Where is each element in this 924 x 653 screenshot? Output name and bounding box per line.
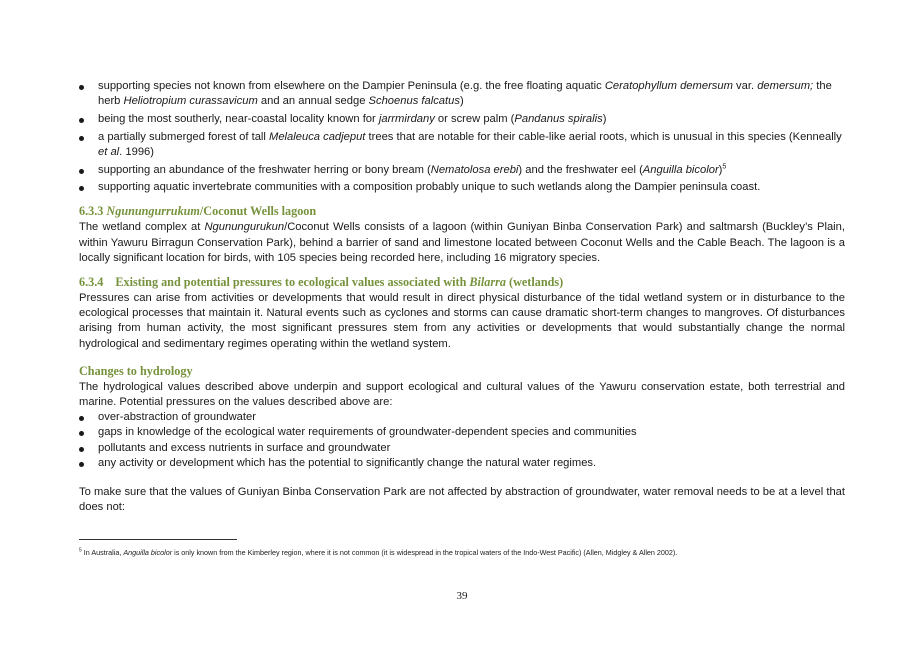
bullet-icon xyxy=(79,169,84,174)
list-item xyxy=(79,79,845,109)
bullet-icon xyxy=(79,447,84,452)
text-run: gaps in knowledge of the ecological water requirements of groundwater-dependent species and communities xyxy=(98,426,637,439)
hydrology-closing: To make sure that the values of Guniyan Binba Conservation Park are not affected by abstraction of groundwater, water removal needs to be at a level that does not: xyxy=(79,486,845,514)
text-run: supporting aquatic invertebrate communities with a composition probably unique to such wetlands along the Dampier peninsula coast. xyxy=(98,181,761,194)
pressures-bullet-list xyxy=(79,410,845,471)
species-name: Schoenus falcatus xyxy=(368,95,460,108)
footnote-divider xyxy=(79,539,237,540)
footnote xyxy=(79,548,859,558)
list-item xyxy=(79,130,845,160)
text-run: ) and the freshwater eel ( xyxy=(518,163,643,176)
bullet-icon xyxy=(79,85,84,90)
text-run: var. xyxy=(732,80,758,92)
list-item xyxy=(79,410,845,425)
list-item xyxy=(79,425,845,440)
species-name: Pandanus spiralis xyxy=(514,112,603,125)
section-heading-6-3-4 xyxy=(79,275,845,290)
list-item xyxy=(79,163,845,178)
heading-number: 6.3.4 xyxy=(79,275,104,290)
text-run: . 1996) xyxy=(119,145,154,158)
bullet-icon xyxy=(79,118,84,123)
footnote-marker: 5 xyxy=(79,547,82,554)
heading-local-name: Ngunungurrukum xyxy=(106,204,200,219)
list-item xyxy=(79,112,845,127)
page-number: 39 xyxy=(456,590,468,602)
heading-text: Existing and potential pressures to ecological values associated with xyxy=(115,275,470,290)
bullet-icon xyxy=(79,462,84,467)
citation-etal: et al xyxy=(98,145,120,158)
text-run: or screw palm ( xyxy=(434,112,515,125)
species-name: Heliotropium curassavicum xyxy=(123,95,258,108)
text-run: and an annual sedge xyxy=(257,95,369,108)
section-heading-6-3-3 xyxy=(79,204,845,219)
bullet-icon xyxy=(79,136,84,141)
hydrology-heading: Changes to hydrology xyxy=(79,363,193,378)
text-run: is only known from the Kimberley region, where it is not common (it is widespread in the tropical waters of the Indo-West Pacific) (Allen, Midgley & Allen 2002). xyxy=(172,548,678,557)
heading-text: 6.3.3 xyxy=(79,204,107,219)
text-run: a partially submerged forest of tall xyxy=(98,130,270,143)
text-run: The wetland complex at xyxy=(79,221,205,234)
hydrology-intro: The hydrological values described above underpin and support ecological and cultural values of the Yawuru conservation estate, both terrestrial and marine. Potential pressures on the values described above are: xyxy=(79,380,845,409)
values-bullet-list xyxy=(79,79,845,195)
text-run: In Australia, xyxy=(81,548,124,557)
bullet-icon xyxy=(79,416,84,421)
text-run: /Coconut Wells consists of a lagoon (within Guniyan Binba Conservation Park) and saltmarsh (Buckley’s Plain, within Yawuru Birragun Conservation Park), behind a barrier of sand and limestone located between Coconut Wells and the Cable Beach. The lagoon is a locally significant location for birds, with 105 species being recorded here, including 16 migratory species. xyxy=(79,221,845,264)
species-name: Melaleuca cadjeput xyxy=(269,130,366,143)
local-name: jarrmirdany xyxy=(378,112,435,125)
text-run: trees that are notable for their cable-like aerial roots, which is unusual in this species (Kenneally xyxy=(365,130,842,143)
species-name: Anguilla bicolor xyxy=(123,548,173,557)
text-run: the herb xyxy=(98,80,832,108)
text-run: ) xyxy=(459,95,464,108)
species-name: Nematolosa erebi xyxy=(430,163,519,176)
bullet-icon xyxy=(79,431,84,436)
species-name: Ceratophyllum demersum xyxy=(604,80,733,92)
heading-local-name: Bilarra xyxy=(469,275,506,290)
text-run: over-abstraction of groundwater xyxy=(98,411,256,424)
bullet-icon xyxy=(79,186,84,191)
text-run: supporting an abundance of the freshwater herring or bony bream ( xyxy=(98,163,431,176)
text-run: ) xyxy=(602,112,607,125)
heading-text: (wetlands) xyxy=(505,275,564,290)
section-6-3-3-body xyxy=(79,220,845,266)
text-run: pollutants and excess nutrients in surface and groundwater xyxy=(98,441,391,454)
text-run: any activity or development which has the potential to significantly change the natural water regimes. xyxy=(98,456,597,469)
text-run: ) xyxy=(718,163,723,176)
text-run: supporting species not known from elsewhere on the Dampier Peninsula (e.g. the free floating aquatic xyxy=(98,80,605,92)
list-item xyxy=(79,456,845,471)
species-name: demersum; xyxy=(757,80,814,92)
list-item xyxy=(79,180,845,195)
footnote-reference[interactable]: 5 xyxy=(722,162,727,170)
text-run: being the most southerly, near-coastal locality known for xyxy=(98,112,379,125)
local-name: Ngunungurukun xyxy=(204,221,285,234)
heading-text: /Coconut Wells lagoon xyxy=(199,204,317,219)
page-content xyxy=(79,79,845,515)
section-6-3-4-body: Pressures can arise from activities or developments that would result in direct physical disturbance of the tidal wetland system or in disturbance to the ecological processes that maintain it. Natural events such as cyclones and storms can cause dramatic short-term changes to mangroves. Of disturbances arising from human activity, the most significant pressures stem from any activities or developments that would substantially change the normal hydrological and sedimentary regimes operating within the wetland system. xyxy=(79,292,845,350)
species-name: Anguilla bicolor xyxy=(642,163,719,176)
list-item xyxy=(79,441,845,456)
